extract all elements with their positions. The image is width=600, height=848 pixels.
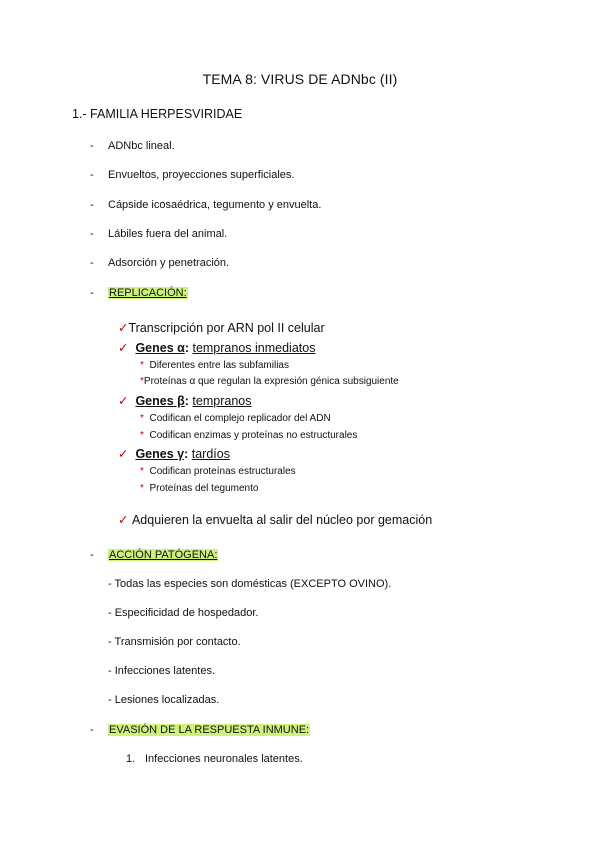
bullet-item: Lábiles fuera del animal. (108, 228, 228, 240)
check-icon: ✓ (118, 513, 129, 527)
evasion-item: Infecciones neuronales latentes. (145, 753, 303, 765)
evasion-heading (108, 724, 310, 736)
bullet-item: ADNbc lineal. (108, 140, 175, 152)
genes-beta-item (140, 430, 357, 441)
genes-beta-item-text: Codifican enzimas y proteínas no estructurales (149, 430, 358, 441)
genes-beta-line (118, 393, 251, 408)
accion-heading (108, 549, 218, 561)
dash-marker: - (90, 724, 94, 736)
genes-gamma-item-text: Codifican proteínas estructurales (149, 466, 296, 477)
accion-item: - Lesiones localizadas. (108, 694, 220, 706)
dash-marker: - (90, 287, 94, 299)
genes-gamma-desc: tardíos (191, 447, 230, 461)
genes-gamma-line (118, 446, 230, 461)
dash-marker: - (90, 199, 94, 211)
genes-gamma-label: Genes γ (135, 447, 185, 461)
dash-marker: - (90, 140, 94, 152)
dash-marker: - (90, 549, 94, 561)
genes-beta-item-text: Codifican el complejo replicador del ADN (149, 413, 331, 424)
genes-beta-item (140, 413, 331, 424)
genes-alpha-item (140, 360, 289, 371)
genes-gamma-item-text: Proteínas del tegumento (149, 483, 259, 494)
page-title: TEMA 8: VIRUS DE ADNbc (II) (202, 71, 398, 87)
genes-alpha-item (140, 376, 399, 387)
genes-gamma-item (140, 466, 296, 477)
genes-beta-label: Genes β (135, 394, 185, 408)
section-heading: 1.- FAMILIA HERPESVIRIDAE (72, 107, 243, 121)
bullet-item: Envueltos, proyecciones superficiales. (108, 169, 295, 181)
genes-alpha-colon: : (184, 341, 189, 355)
asterisk-icon: * (140, 430, 144, 441)
accion-item: - Transmisión por contacto. (108, 636, 241, 648)
check-icon: ✓ (118, 447, 129, 461)
genes-beta-desc: tempranos (192, 394, 252, 408)
evasion-item-number: 1. (126, 753, 136, 765)
genes-alpha-line (118, 340, 315, 355)
dash-marker: - (90, 257, 94, 269)
asterisk-icon: * (140, 376, 144, 387)
asterisk-icon: * (140, 413, 144, 424)
evasion-heading-text: EVASIÓN DE LA RESPUESTA INMUNE: (109, 724, 310, 736)
genes-gamma-item (140, 483, 258, 494)
accion-item: - Infecciones latentes. (108, 665, 216, 677)
genes-beta-colon: : (184, 394, 189, 408)
transcripcion-line (118, 320, 325, 335)
asterisk-icon: * (140, 483, 144, 494)
dash-marker: - (90, 169, 94, 181)
replicacion-heading (108, 287, 188, 299)
genes-alpha-item-text: Diferentes entre las subfamilias (149, 360, 289, 371)
accion-heading-text: ACCIÓN PATÓGENA: (109, 549, 218, 561)
dash-marker: - (90, 228, 94, 240)
genes-alpha-label: Genes α (135, 341, 185, 355)
check-icon: ✓ (118, 341, 129, 355)
replicacion-heading-text: REPLICACIÓN: (109, 287, 187, 299)
genes-gamma-colon: : (184, 447, 189, 461)
genes-alpha-item-text: Proteínas α que regulan la expresión génica subsiguiente (143, 376, 399, 387)
envuelta-text: Adquieren la envuelta al salir del núcleo por gemación (131, 513, 433, 527)
accion-item: - Todas las especies son domésticas (EXCEPTO OVINO). (108, 578, 392, 590)
check-icon: ✓ (118, 394, 129, 408)
bullet-item: Cápside icosaédrica, tegumento y envuelta. (108, 199, 322, 211)
check-icon: ✓ (118, 321, 129, 335)
transcripcion-text: Transcripción por ARN pol II celular (128, 321, 325, 335)
genes-alpha-desc: tempranos inmediatos (192, 341, 316, 355)
asterisk-icon: * (140, 360, 144, 371)
asterisk-icon: * (140, 466, 144, 477)
envuelta-line (118, 512, 432, 527)
accion-item: - Especificidad de hospedador. (108, 607, 259, 619)
bullet-item: Adsorción y penetración. (108, 257, 230, 269)
